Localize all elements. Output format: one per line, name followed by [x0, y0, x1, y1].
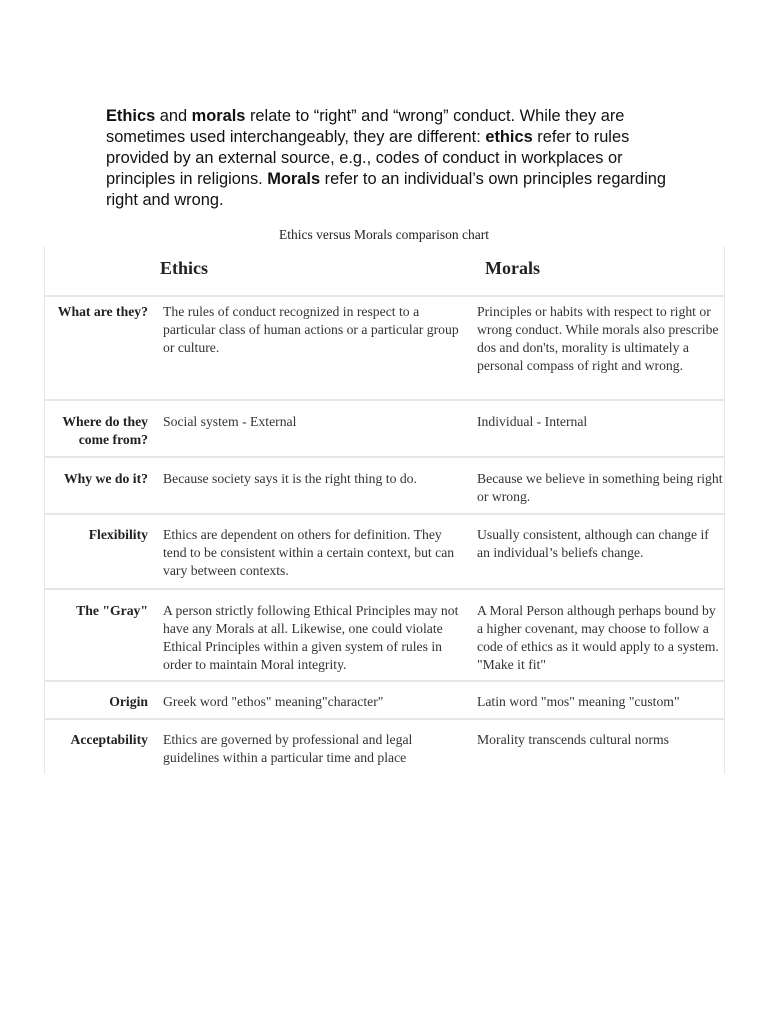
morals-cell: Principles or habits with respect to right or wrong conduct. While morals also prescribe dos and don'ts, morality is ultimately a personal compass of right and wrong.: [477, 304, 719, 373]
ethics-cell: The rules of conduct recognized in respect to a particular class of human actions or a particular group or culture.: [163, 304, 459, 355]
row-label: Why we do it?: [63, 471, 148, 486]
morals-cell: Individual - Internal: [477, 414, 588, 429]
table-row-acceptability: [45, 718, 724, 774]
row-label: Acceptability: [70, 732, 148, 747]
table-row-origin: [45, 680, 724, 718]
ethics-cell: Ethics are governed by professional and legal guidelines within a particular time and place: [163, 732, 413, 765]
intro-paragraph: [106, 106, 686, 211]
row-label: Origin: [109, 694, 148, 709]
table-row-flexibility: [45, 513, 724, 588]
intro-term-morals: morals: [191, 107, 246, 125]
row-label: What are they?: [57, 304, 148, 319]
morals-cell: Morality transcends cultural norms: [477, 732, 669, 747]
ethics-cell: Because society says it is the right thing to do.: [163, 471, 417, 486]
ethics-cell: A person strictly following Ethical Principles may not have any Morals at all. Likewise, one could violate Ethical Principles within a given system of rules in order to maintain Moral integrity.: [163, 603, 459, 672]
row-label: Where do they come from?: [62, 414, 148, 447]
table-row-where-from: [45, 399, 724, 456]
intro-term-ethics: Ethics: [106, 107, 156, 125]
comparison-table: [44, 246, 725, 774]
table-row-why: [45, 456, 724, 513]
morals-cell: A Moral Person although perhaps bound by a higher covenant, may choose to follow a code of ethics as it would apply to a system. "Make it fit": [477, 603, 719, 672]
row-label: Flexibility: [88, 527, 148, 542]
row-label: The "Gray": [76, 603, 148, 618]
table-row-what-are-they: [45, 295, 724, 401]
intro-term-ethics-lower: ethics: [485, 128, 533, 146]
morals-cell: Because we believe in something being right or wrong.: [477, 471, 723, 504]
intro-text: relate to “right” and “wrong” conduct. While they are sometimes used interchangeably, they are different:: [106, 107, 625, 146]
ethics-cell: Greek word "ethos" meaning"character": [163, 694, 384, 709]
morals-cell: Usually consistent, although can change if an individual’s beliefs change.: [477, 527, 709, 560]
column-header-ethics: Ethics: [160, 258, 209, 278]
intro-text: and: [155, 107, 192, 125]
table-header: [45, 246, 724, 295]
intro-text: refer to an individual’s own principles regarding right and wrong.: [106, 170, 667, 209]
morals-cell: Latin word "mos" meaning "custom": [477, 694, 680, 709]
table-caption: Ethics versus Morals comparison chart: [279, 227, 489, 242]
column-header-morals: Morals: [485, 258, 540, 278]
ethics-cell: Ethics are dependent on others for definition. They tend to be consistent within a certain context, but can vary between contexts.: [163, 527, 455, 578]
ethics-cell: Social system - External: [163, 414, 297, 429]
table-row-gray: [45, 588, 724, 681]
intro-term-morals-cap: Morals: [267, 170, 321, 188]
intro-text: refer to rules provided by an external source, e.g., codes of conduct in workplaces or principles in religions.: [106, 128, 630, 188]
